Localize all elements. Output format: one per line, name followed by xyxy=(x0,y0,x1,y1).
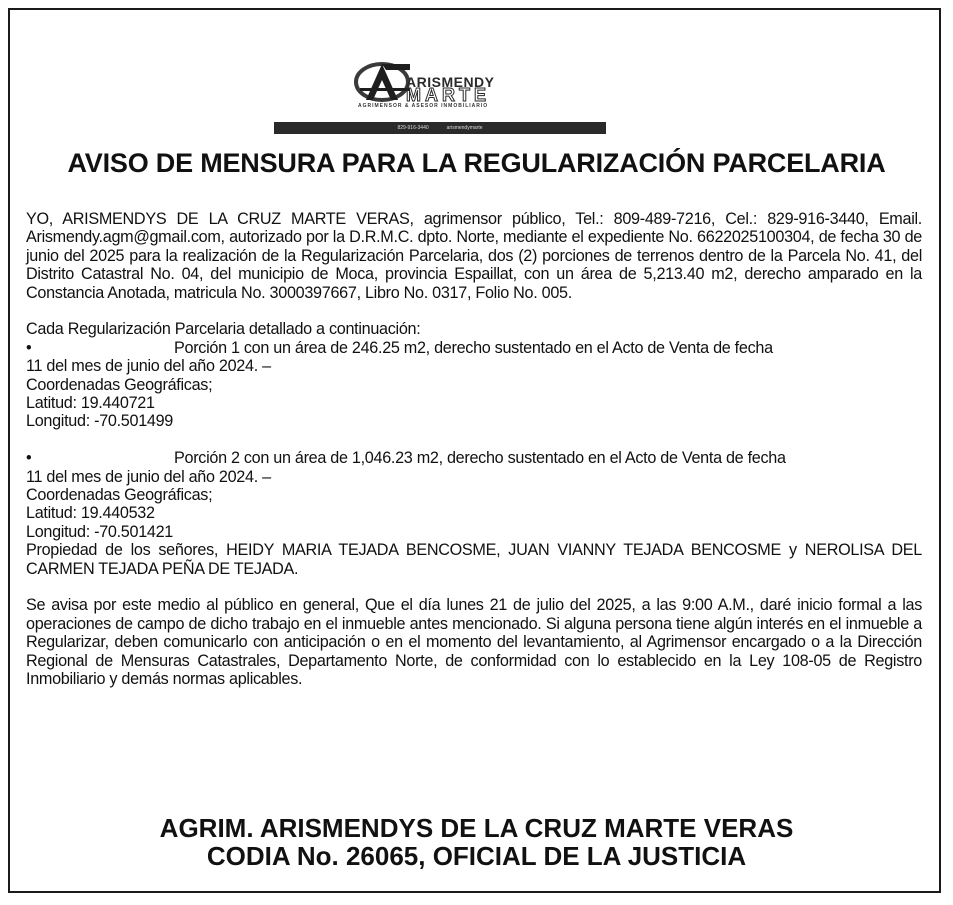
logo-name: ARISMENDY xyxy=(406,74,495,90)
company-logo xyxy=(274,56,606,138)
portion-1-latitude: Latitud: 19.440721 xyxy=(26,394,155,413)
portion-2-latitude: Latitud: 19.440532 xyxy=(26,504,155,523)
portion-1-row xyxy=(26,339,922,357)
portion-1-line2: 11 del mes de junio del año 2024. – xyxy=(26,357,271,376)
logo-contact-bar xyxy=(274,122,606,134)
signature-name: AGRIM. ARISMENDYS DE LA CRUZ MARTE VERAS xyxy=(159,813,794,843)
bullet-icon: • xyxy=(26,449,32,468)
portion-2-line1: Porción 2 con un área de 1,046.23 m2, derecho sustentado en el Acto de Venta de fecha xyxy=(174,449,786,468)
portion-2-longitude: Longitud: -70.501421 xyxy=(26,522,174,541)
detail-heading: Cada Regularización Parcelaria detallado a continuación: xyxy=(26,320,421,339)
portion-1-coords-label: Coordenadas Geográficas; xyxy=(26,375,213,394)
portion-1-longitude: Longitud: -70.501499 xyxy=(26,412,174,431)
portion-2-coords-label: Coordenadas Geográficas; xyxy=(26,486,213,505)
public-notice-paragraph: Se avisa por este medio al público en general, Que el día lunes 21 de julio del 2025, a las 9:00 A.M., daré inicio formal a las operaciones de campo de dicho trabajo en el inmueble antes mencionado. Si alguna persona tiene algún interés en el inmueble a Regularizar, deben comunicarlo con anticipación o en el momento del levantamiento, al Agrimensor encargado o a la Dirección Regional de Mensuras Catastrales, Departamento Norte, de conformidad con lo establecido en la Ley 108-05 de Registro Inmobiliario y demás normas aplicables. xyxy=(26,596,922,689)
logo-tagline: AGRIMENSOR & ASESOR INMOBILIARIO xyxy=(358,103,489,109)
portion-2-line2: 11 del mes de junio del año 2024. – xyxy=(26,467,271,486)
notice-title: AVISO DE MENSURA PARA LA REGULARIZACIÓN PARCELARIA xyxy=(67,148,886,178)
portion-2-row xyxy=(26,449,922,467)
bullet-icon: • xyxy=(26,338,32,357)
signature-credential: CODIA No. 26065, OFICIAL DE LA JUSTICIA xyxy=(206,841,747,871)
owners-paragraph: Propiedad de los señores, HEIDY MARIA TEJADA BENCOSME, JUAN VIANNY TEJADA BENCOSME y NEROLISA DEL CARMEN TEJADA PEÑA DE TEJADA. xyxy=(26,541,922,578)
logo-subname: MARTE xyxy=(406,85,490,105)
intro-paragraph: YO, ARISMENDYS DE LA CRUZ MARTE VERAS, agrimensor público, Tel.: 809-489-7216, Cel.: 829-916-3440, Email. Arismendy.agm@gmail.com, autorizado por la D.R.M.C. dpto. Norte, mediante el expediente No. 6622025100304, de fecha 30 de junio del 2025 para la realización de la Regularización Parcelaria, dos (2) porciones de terrenos dentro de la Parcela No. 41, del Distrito Catastral No. 04, del municipio de Moca, provincia Espaillat, con un área de 5,213.40 m2, derecho amparado en la Constancia Anotada, matricula No. 3000397667, Libro No. 0317, Folio No. 005. xyxy=(26,210,922,302)
logo-phone: 829-916-3440 xyxy=(397,125,429,131)
signature-block xyxy=(0,814,953,870)
logo-social: arismendymarte xyxy=(446,125,483,131)
portion-1-line1: Porción 1 con un área de 246.25 m2, derecho sustentado en el Acto de Venta de fecha xyxy=(174,338,773,357)
notice-body xyxy=(26,210,922,689)
